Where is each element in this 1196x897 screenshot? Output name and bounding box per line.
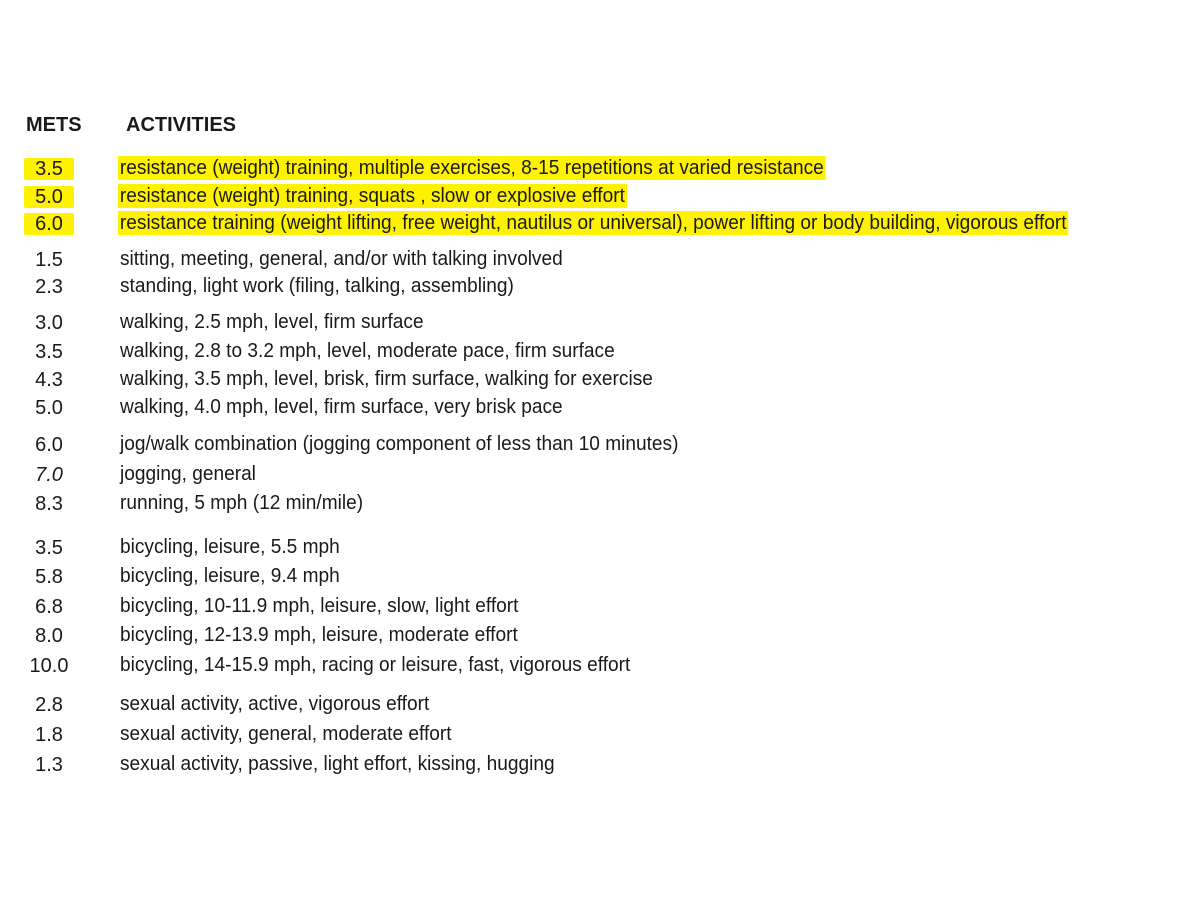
activity-text: running, 5 mph (12 min/mile) — [120, 492, 364, 514]
met-value: 8.3 — [35, 493, 63, 515]
met-value: 1.3 — [35, 754, 63, 776]
table-row — [0, 338, 1196, 366]
met-value: 6.0 — [24, 213, 74, 235]
table-row — [0, 691, 1196, 719]
table-row — [0, 394, 1196, 422]
met-value: 8.0 — [35, 625, 63, 647]
activity-text: walking, 3.5 mph, level, brisk, firm surface, walking for exercise — [120, 368, 653, 390]
met-value: 2.3 — [35, 276, 63, 298]
activity-text: jogging, general — [120, 463, 256, 485]
activity-text: bicycling, 14-15.9 mph, racing or leisure, fast, vigorous effort — [120, 654, 631, 676]
activity-text: bicycling, 10-11.9 mph, leisure, slow, light effort — [120, 595, 519, 617]
activity-text: standing, light work (filing, talking, assembling) — [120, 275, 514, 297]
table-row — [0, 534, 1196, 562]
met-value: 3.5 — [35, 537, 63, 559]
activity-text: walking, 4.0 mph, level, firm surface, very brisk pace — [120, 396, 563, 418]
met-value: 10.0 — [29, 655, 69, 677]
mets-column-header: METS — [26, 114, 82, 136]
table-row — [0, 593, 1196, 621]
met-value: 2.8 — [35, 694, 63, 716]
met-value: 1.5 — [35, 249, 63, 271]
table-row — [0, 652, 1196, 680]
table-row — [0, 210, 1196, 238]
table-row — [0, 431, 1196, 459]
table-row — [0, 366, 1196, 394]
activity-text: sexual activity, active, vigorous effort — [120, 693, 430, 715]
table-row — [0, 246, 1196, 274]
activity-text: bicycling, leisure, 9.4 mph — [120, 565, 340, 587]
table-row — [0, 461, 1196, 489]
table-row — [0, 751, 1196, 779]
table-row — [0, 309, 1196, 337]
met-value: 5.0 — [35, 397, 63, 419]
met-value: 1.8 — [35, 724, 63, 746]
met-value: 3.0 — [35, 312, 63, 334]
met-value: 5.0 — [24, 186, 74, 208]
activity-text: walking, 2.5 mph, level, firm surface — [120, 311, 424, 333]
table-row — [0, 563, 1196, 591]
table-row — [0, 490, 1196, 518]
table-row — [0, 155, 1196, 183]
activity-text: resistance (weight) training, squats , slow or explosive effort — [119, 185, 625, 207]
activity-text: walking, 2.8 to 3.2 mph, level, moderate pace, firm surface — [120, 340, 615, 362]
table-row — [0, 721, 1196, 749]
met-value: 7.0 — [35, 464, 63, 486]
activity-text: bicycling, 12-13.9 mph, leisure, moderate effort — [120, 624, 518, 646]
table-row — [0, 183, 1196, 211]
activity-text: sitting, meeting, general, and/or with talking involved — [120, 248, 563, 270]
table-row — [0, 622, 1196, 650]
activity-text: sexual activity, general, moderate effort — [120, 723, 452, 745]
met-value: 4.3 — [35, 369, 63, 391]
activity-text: resistance training (weight lifting, free weight, nautilus or universal), power lifting or body building, vigorous effort — [119, 212, 1067, 234]
activity-text: bicycling, leisure, 5.5 mph — [120, 536, 340, 558]
met-value: 6.8 — [35, 596, 63, 618]
table-row — [0, 273, 1196, 301]
activity-text: jog/walk combination (jogging component of less than 10 minutes) — [120, 433, 679, 455]
met-value: 5.8 — [35, 566, 63, 588]
met-value: 3.5 — [35, 341, 63, 363]
activity-text: resistance (weight) training, multiple exercises, 8-15 repetitions at varied resistance — [119, 157, 824, 179]
met-value: 6.0 — [35, 434, 63, 456]
activity-text: sexual activity, passive, light effort, kissing, hugging — [120, 753, 555, 775]
met-value: 3.5 — [24, 158, 74, 180]
activities-column-header: ACTIVITIES — [126, 114, 237, 136]
